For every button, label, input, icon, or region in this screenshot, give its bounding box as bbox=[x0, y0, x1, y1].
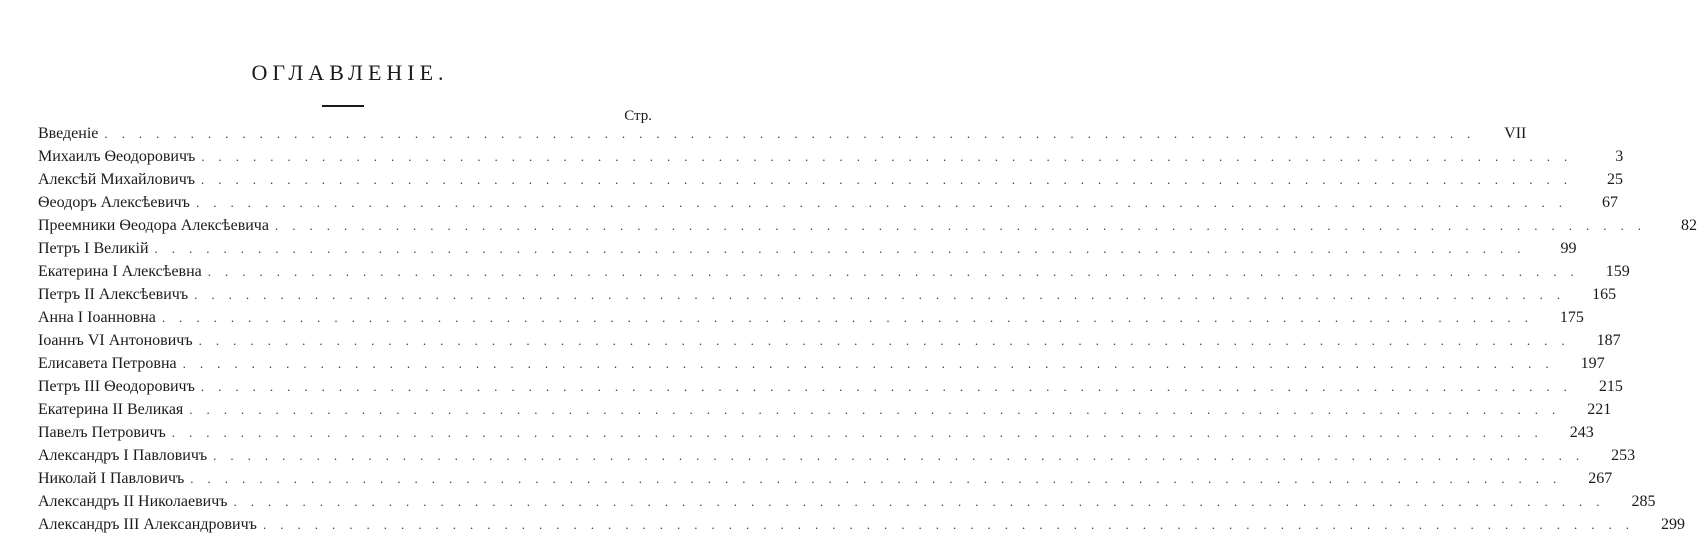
toc-leader-dots: ................................................................................ bbox=[207, 264, 1588, 279]
toc-entry-title: Петръ I Великій bbox=[38, 237, 155, 260]
toc-entry-page-number: 99 bbox=[1535, 237, 1577, 260]
toc-entry-title: Анна I Іоанновна bbox=[38, 306, 162, 329]
toc-leader-dots: ................................................................................ bbox=[213, 448, 1594, 463]
toc-leader-dots: ................................................................................ bbox=[182, 356, 1563, 371]
toc-entry bbox=[38, 214, 1697, 237]
toc-entry-page-number: 267 bbox=[1570, 467, 1612, 490]
toc-entry bbox=[38, 145, 1624, 168]
toc-entry bbox=[38, 329, 1621, 352]
toc-entry bbox=[38, 513, 1685, 536]
toc-entry-page-number: 187 bbox=[1579, 329, 1621, 352]
toc-entry bbox=[38, 490, 1656, 513]
toc-leader-dots: ................................................................................ bbox=[201, 172, 1582, 187]
toc-entry-title: Елисавета Петровна bbox=[38, 352, 183, 375]
toc-entry-title: Іоаннъ VI Антоновичъ bbox=[38, 329, 199, 352]
toc-entry-page-number: 82 bbox=[1655, 214, 1697, 237]
toc-entry-page-number: 67 bbox=[1576, 191, 1618, 214]
toc-entry-title: Павелъ Петровичъ bbox=[38, 421, 172, 444]
toc-entry-title: Екатерина I Алексѣевна bbox=[38, 260, 208, 283]
toc-entry-page-number: 175 bbox=[1542, 306, 1584, 329]
toc-entry bbox=[38, 237, 1577, 260]
toc-leader-dots: ................................................................................ bbox=[171, 425, 1552, 440]
toc-entry bbox=[38, 444, 1636, 467]
toc-leader-dots: ................................................................................ bbox=[104, 126, 1485, 141]
toc-entry-page-number: 215 bbox=[1581, 375, 1623, 398]
toc-entry bbox=[38, 260, 1630, 283]
toc-entry bbox=[38, 168, 1624, 191]
page-column-label: Стр. bbox=[624, 108, 652, 124]
toc-leader-dots: ................................................................................ bbox=[189, 402, 1570, 417]
toc-leader-dots: ................................................................................ bbox=[200, 379, 1581, 394]
toc-leader-dots: ................................................................................ bbox=[198, 333, 1579, 348]
toc-entry bbox=[38, 306, 1584, 329]
toc-entry-page-number: 159 bbox=[1588, 260, 1630, 283]
toc-leader-dots: ................................................................................ bbox=[154, 241, 1535, 256]
toc-entry-title: Екатерина II Великая bbox=[38, 398, 189, 421]
toc-entry-title: Преемники Ѳеодора Алексѣевича bbox=[38, 214, 275, 237]
toc-entry bbox=[38, 467, 1613, 490]
toc-entry-title: Николай I Павловичъ bbox=[38, 467, 190, 490]
toc-leader-dots: ................................................................................ bbox=[195, 195, 1576, 210]
toc-entry-page-number: 165 bbox=[1574, 283, 1616, 306]
toc-entry-title: Петръ II Алексѣевичъ bbox=[38, 283, 194, 306]
toc-entry-page-number: 25 bbox=[1581, 168, 1623, 191]
toc-entry-title: Александръ II Николаевичъ bbox=[38, 490, 234, 513]
toc-entry-page-number: 197 bbox=[1563, 352, 1605, 375]
toc-entry bbox=[38, 122, 1527, 145]
toc-entry-title: Александръ I Павловичъ bbox=[38, 444, 213, 467]
toc-leader-dots: ................................................................................ bbox=[161, 310, 1542, 325]
toc-entry-page-number: 285 bbox=[1614, 490, 1656, 513]
toc-entry-page-number: VII bbox=[1484, 122, 1526, 145]
toc-entry-title: Введеніе bbox=[38, 122, 104, 145]
toc-entry-page-number: 3 bbox=[1581, 145, 1623, 168]
title-rule bbox=[322, 105, 364, 107]
toc-entry-page-number: 243 bbox=[1552, 421, 1594, 444]
toc-leader-dots: ................................................................................ bbox=[262, 517, 1643, 532]
toc-leader-dots: ................................................................................ bbox=[190, 471, 1571, 486]
toc-entry bbox=[38, 375, 1623, 398]
toc-entry bbox=[38, 283, 1617, 306]
page-title: ОГЛАВЛЕНІЕ. bbox=[251, 60, 449, 85]
toc-entry-page-number: 299 bbox=[1643, 513, 1685, 536]
toc-leader-dots: ................................................................................ bbox=[201, 149, 1582, 164]
toc-leader-dots: ................................................................................ bbox=[233, 494, 1614, 509]
table-of-contents bbox=[38, 122, 1697, 536]
toc-entry-page-number: 253 bbox=[1593, 444, 1635, 467]
toc-entry-title: Петръ III Ѳеодоровичъ bbox=[38, 375, 201, 398]
toc-entry-page-number: 221 bbox=[1569, 398, 1611, 421]
toc-entry-title: Михаилъ Ѳеодоровичъ bbox=[38, 145, 201, 168]
toc-entry-title: Алексѣй Михайловичъ bbox=[38, 168, 201, 191]
toc-entry bbox=[38, 398, 1612, 421]
toc-leader-dots: ................................................................................ bbox=[274, 218, 1655, 233]
toc-entry bbox=[38, 421, 1594, 444]
toc-entry bbox=[38, 191, 1618, 214]
toc-entry bbox=[38, 352, 1605, 375]
toc-entry-title: Александръ III Александровичъ bbox=[38, 513, 263, 536]
toc-leader-dots: ................................................................................ bbox=[194, 287, 1575, 302]
toc-entry-title: Ѳеодоръ Алексѣевичъ bbox=[38, 191, 196, 214]
